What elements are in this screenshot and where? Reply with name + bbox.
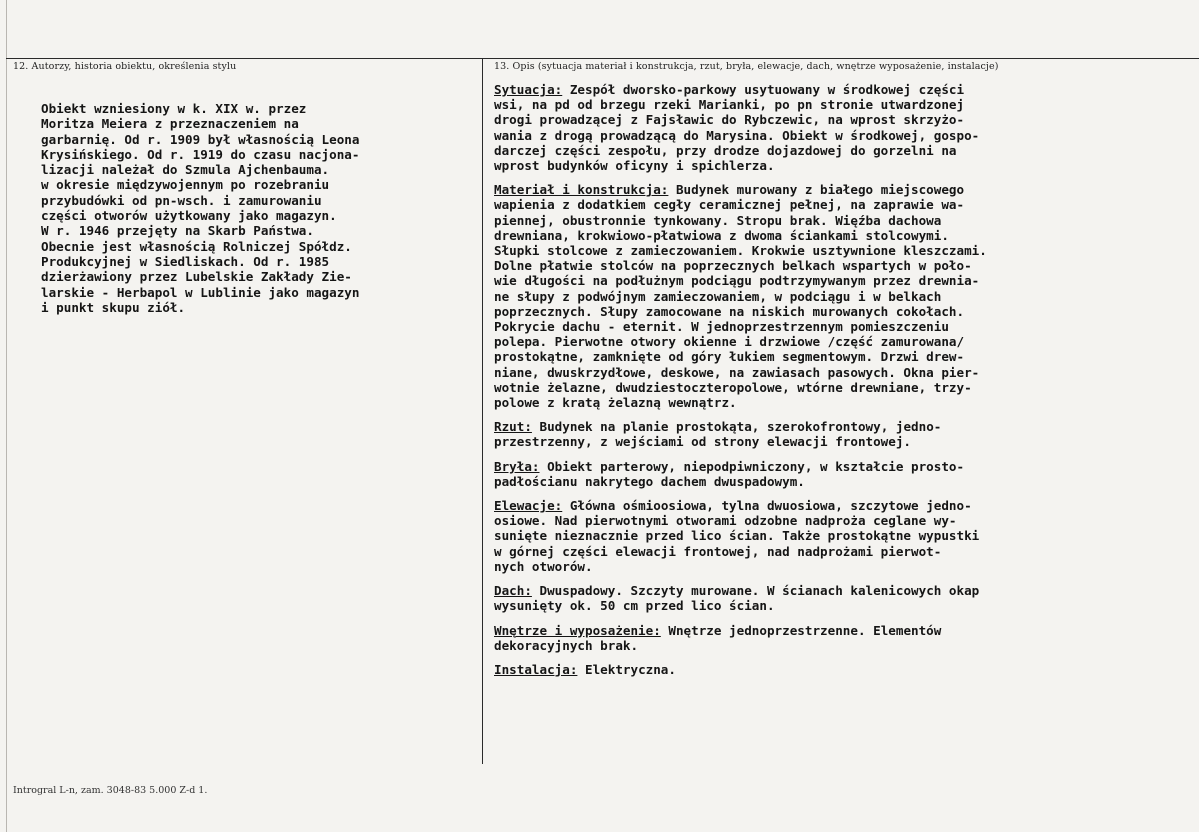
description-paragraph — [494, 419, 1194, 449]
paragraph-line: Słupki stolcowe z zamieczowaniem. Krokwie usztywnione kleszczami. — [494, 243, 987, 259]
description-paragraph — [494, 583, 1194, 613]
card-edge-line — [6, 0, 7, 832]
paragraph-label: Materiał i konstrukcja: — [494, 182, 669, 198]
paragraph-text: Budynek na planie prostokąta, szerokofrontowy, jedno- — [531, 419, 942, 435]
history-line: przybudówki od pn-wsch. i zamurowaniu — [41, 192, 322, 208]
description-paragraph — [494, 459, 1194, 489]
paragraph-text: Obiekt parterowy, niepodpiwniczony, w kształcie prosto- — [539, 458, 965, 474]
paragraph-first-line — [494, 498, 1194, 513]
paragraph-first-line — [494, 662, 1194, 677]
paragraph-line: osiowe. Nad pierwotnymi otworami odzobne nadproża ceglane wy- — [494, 513, 957, 529]
paragraph-text: Elektryczna. — [577, 661, 676, 677]
paragraph-text: Budynek murowany z białego miejscowego — [668, 182, 965, 198]
header-rule — [6, 58, 1199, 59]
paragraph-line: polowe z kratą żelazną wewnątrz. — [494, 395, 737, 411]
paragraph-first-line — [494, 583, 1194, 598]
history-line: larskie - Herbapol w Lublinie jako magazyn — [41, 284, 360, 300]
paragraph-line: wotnie żelazne, dwudziestoczteropolowe, wtórne drewniane, trzy- — [494, 379, 972, 395]
paragraph-line: wie długości na podłużnym podciągu podtrzymywanym przez drewnia- — [494, 273, 980, 289]
history-line: Obecnie jest własnością Rolniczej Spółdz. — [41, 238, 352, 254]
paragraph-first-line — [494, 182, 1194, 197]
paragraph-line: dekoracyjnych brak. — [494, 637, 639, 653]
paragraph-line: ne słupy z podwójnym zamieczowaniem, w podciągu i w belkach — [494, 288, 942, 304]
column-divider — [482, 58, 483, 764]
paragraph-line: wprost budynków oficyny i spichlerza. — [494, 158, 775, 174]
paragraph-first-line — [494, 623, 1194, 638]
paragraph-line: wapienia z dodatkiem cegły ceramicznej pełnej, na zaprawie wa- — [494, 197, 965, 213]
paragraph-first-line — [494, 419, 1194, 434]
paragraph-line: niane, dwuskrzydłowe, deskowe, na zawiasach pasowych. Okna pier- — [494, 364, 980, 380]
history-line: części otworów użytkowany jako magazyn. — [41, 208, 337, 224]
description-paragraph — [494, 182, 1194, 410]
paragraph-line: polepa. Pierwotne otwory okienne i drzwiowe /część zamurowana/ — [494, 334, 965, 350]
history-text — [41, 101, 476, 315]
paragraph-line: darczej części zespołu, przy drodze dojazdowej do gorzelni na — [494, 142, 957, 158]
paragraph-line: prostokątne, zamknięte od góry łukiem segmentowym. Drzwi drew- — [494, 349, 965, 365]
paragraph-label: Instalacja: — [494, 661, 578, 677]
paragraph-label: Sytuacja: — [494, 82, 563, 97]
description-paragraph — [494, 623, 1194, 653]
paragraph-line: piennej, obustronnie tynkowany. Stropu brak. Więźba dachowa — [494, 212, 942, 228]
paragraph-text: Zespół dworsko-parkowy usytuowany w środkowej części — [562, 82, 965, 97]
paragraph-text: Główna ośmioosiowa, tylna dwuosiowa, szczytowe jedno- — [562, 498, 972, 514]
history-line: Krysińskiego. Od r. 1919 do czasu nacjona- — [41, 146, 360, 162]
description-paragraph — [494, 662, 1194, 677]
paragraph-line: wsi, na pd od brzegu rzeki Marianki, po pn stronie utwardzonej — [494, 97, 965, 113]
history-line: lizacji należał do Szmula Ajchenbauma. — [41, 162, 330, 178]
history-line: Produkcyjnej w Siedliskach. Od r. 1985 — [41, 253, 330, 269]
paragraph-text: Wnętrze jednoprzestrzenne. Elementów — [660, 622, 942, 638]
paragraph-text: Dwuspadowy. Szczyty murowane. W ścianach kalenicowych okap — [531, 583, 980, 599]
paragraph-line: nych otworów. — [494, 558, 593, 574]
history-line: dzierżawiony przez Lubelskie Zakłady Zie- — [41, 269, 352, 285]
left-section-heading: 12. Autorzy, historia obiektu, określenia stylu — [13, 61, 237, 72]
paragraph-label: Elewacje: — [494, 498, 563, 514]
paragraph-first-line — [494, 459, 1194, 474]
paragraph-line: Pokrycie dachu - eternit. W jednoprzestrzennym pomieszczeniu — [494, 319, 949, 335]
right-section-heading: 13. Opis (sytuacja materiał i konstrukcja, rzut, bryła, elewacje, dach, wnętrze wyposażenie, instalacje) — [494, 61, 999, 72]
paragraph-line: przestrzenny, z wejściami od strony elewacji frontowej. — [494, 434, 912, 450]
history-line: W r. 1946 przejęty na Skarb Państwa. — [41, 223, 314, 239]
history-line: Obiekt wzniesiony w k. XIX w. przez — [41, 101, 307, 116]
paragraph-line: poprzecznych. Słupy zamocowane na niskich murowanych cokołach. — [494, 303, 965, 319]
history-line: garbarnię. Od r. 1909 był własnością Leona — [41, 131, 360, 147]
paragraph-first-line — [494, 82, 1194, 97]
history-line: i punkt skupu ziół. — [41, 299, 186, 315]
paragraph-line: sunięte nieznacznie przed lico ścian. Także prostokątne wypustki — [494, 528, 980, 544]
paragraph-line: w górnej części elewacji frontowej, nad nadprożami pierwot- — [494, 543, 942, 559]
description-paragraph — [494, 82, 1194, 173]
history-line: w okresie międzywojennym po rozebraniu — [41, 177, 330, 193]
description-text — [494, 82, 1194, 686]
paragraph-label: Wnętrze i wyposażenie: — [494, 622, 661, 638]
paragraph-line: wania z drogą prowadzącą do Marysina. Obiekt w środkowej, gospo- — [494, 127, 980, 143]
history-line: Moritza Meiera z przeznaczeniem na — [41, 116, 299, 132]
paragraph-line: padłościanu nakrytego dachem dwuspadowym. — [494, 473, 805, 489]
paragraph-label: Rzut: — [494, 419, 532, 435]
paragraph-line: Dolne płatwie stolców na poprzecznych belkach wspartych w poło- — [494, 258, 972, 274]
paragraph-label: Bryła: — [494, 458, 540, 474]
paragraph-label: Dach: — [494, 583, 532, 599]
paragraph-line: wysunięty ok. 50 cm przed lico ścian. — [494, 598, 775, 614]
description-paragraph — [494, 498, 1194, 574]
printer-footer: Introgral L-n, zam. 3048-83 5.000 Z-d 1. — [13, 785, 208, 796]
paragraph-line: drogi prowadzącej z Fajsławic do Rybczewic, na wprost skrzyżo- — [494, 112, 965, 128]
paragraph-line: drewniana, krokwiowo-płatwiowa z dwoma ściankami stolcowymi. — [494, 227, 949, 243]
